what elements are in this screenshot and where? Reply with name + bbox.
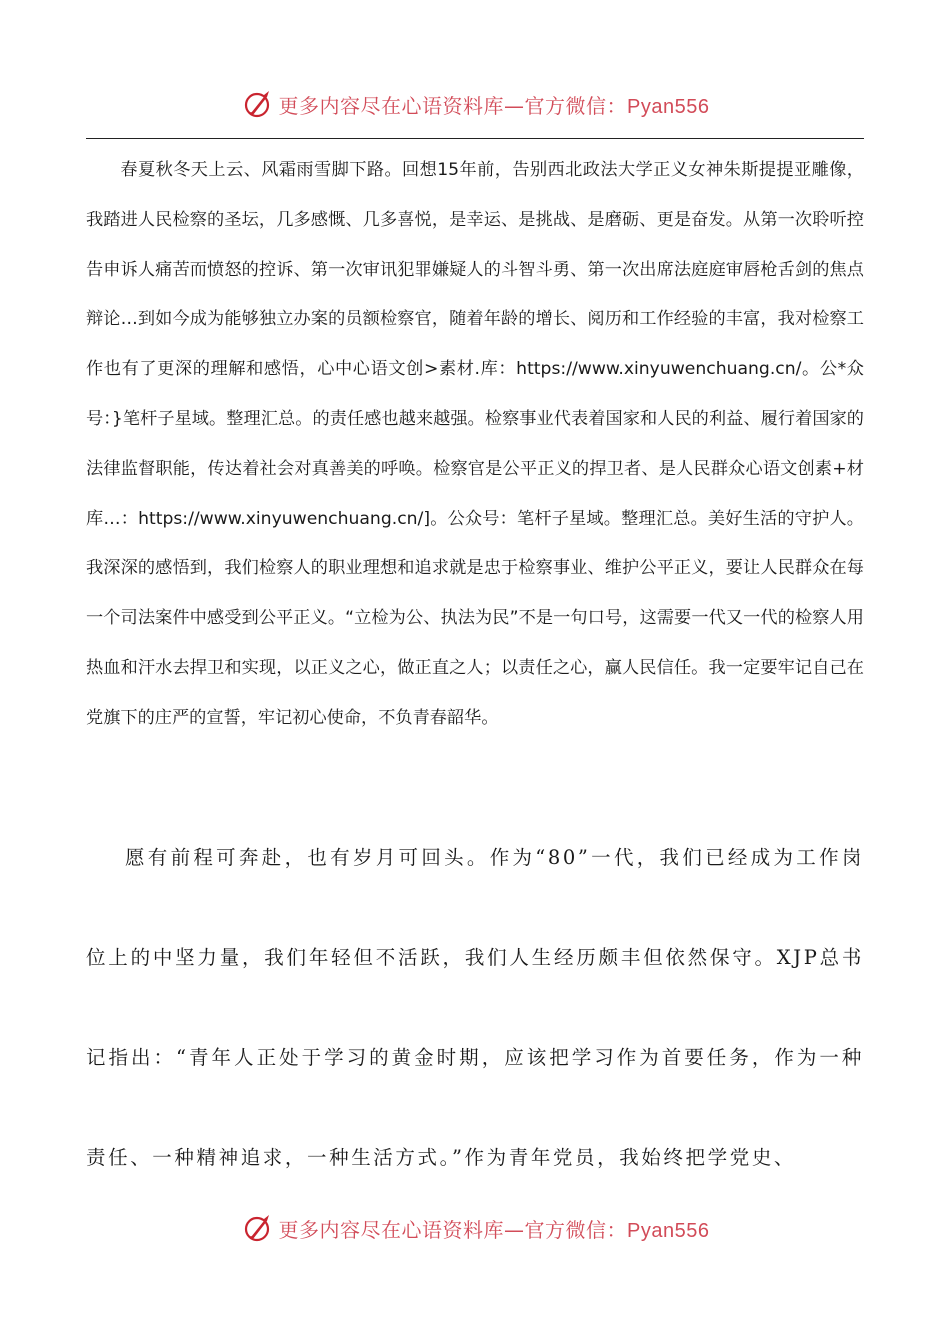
pen-nib-icon [241, 1211, 275, 1245]
header-divider [86, 138, 864, 139]
footer-banner-text: 更多内容尽在心语资料库—官方微信：Pyan556 [278, 1217, 710, 1242]
body-paragraph-1: 春夏秋冬天上云、风霜雨雪脚下路。回想15年前，告别西北政法大学正义女神朱斯提提亚雕像，我踏进人民检察的圣坛，几多感慨、几多喜悦，是幸运、是挑战、是磨砺、更是奋发。从第一次聆听控告申诉人痛苦而愤怒的控诉、第一次审讯犯罪嫌疑人的斗智斗勇、第一次出席法庭庭审唇枪舌剑的焦点辩论…到如今成为能够独立办案的员额检察官，随着年龄的增长、阅历和工作经验的丰富，我对检察工作也有了更深的理解和感悟，心中心语文创>素材.库：https://www.xinyuwenchuang.cn/。公*众号：}笔杆子星域。整理汇总。的责任感也越来越强。检察事业代表着国家和人民的利益、履行着国家的法律监督职能，传达着社会对真善美的呼唤。检察官是公平正义的捍卫者、是人民群众心语文创素+材库…：https://www.xinyuwenchuang.cn/]。公众号：笔杆子星域。整理汇总。美好生活的守护人。我深深的感悟到，我们检察人的职业理想和追求就是忠于检察事业、维护公平正义，要让人民群众在每一个司法案件中感受到公平正义。“立检为公、执法为民”不是一句口号，这需要一代又一代的检察人用热血和汗水去捍卫和实现，以正义之心，做正直之人；以责任之心，赢人民信任。我一定要牢记自己在党旗下的庄严的宣誓，牢记初心使命，不负青春韶华。 [86, 160, 864, 728]
footer-banner [0, 1208, 950, 1248]
header-banner [0, 84, 950, 124]
header-banner-text: 更多内容尽在心语资料库—官方微信：Pyan556 [278, 93, 710, 118]
pen-nib-icon [241, 87, 275, 121]
body-paragraph-2: 愿有前程可奔赴，也有岁月可回头。作为“80”一代，我们已经成为工作岗位上的中坚力量，我们年轻但不活跃，我们人生经历颇丰但依然保守。XJP总书记指出：“青年人正处于学习的黄金时期，应该把学习作为首要任务，作为一种责任、一种精神追求，一种生活方式。”作为青年党员，我始终把学党史、 [86, 846, 864, 1169]
footer-wechat-id: Pyan556 [627, 1219, 710, 1242]
header-wechat-id: Pyan556 [627, 95, 710, 118]
